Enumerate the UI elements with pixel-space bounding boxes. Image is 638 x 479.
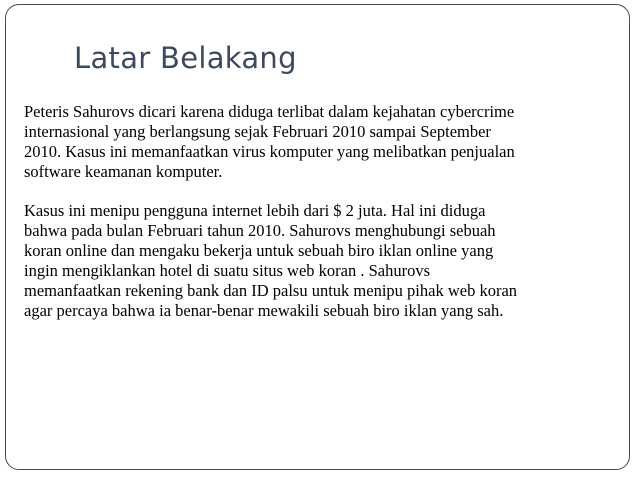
slide-body [24,102,624,340]
paragraph-line: bahwa pada bulan Februari tahun 2010. Sahurovs menghubungi sebuah [24,221,496,240]
slide-title: Latar Belakang [74,41,297,75]
slide-frame [5,4,630,470]
paragraph-line: Kasus ini menipu pengguna internet lebih dari $ 2 juta. Hal ini diduga [24,201,486,220]
paragraph-line: memanfaatkan rekening bank dan ID palsu untuk menipu pihak web koran [24,281,518,300]
paragraph-line: agar percaya bahwa ia benar-benar mewakili sebuah biro iklan yang sah. [24,301,504,320]
paragraph-line: 2010. Kasus ini memanfaatkan virus komputer yang melibatkan penjualan [24,142,515,161]
paragraph-line: ingin mengiklankan hotel di suatu situs web koran . Sahurovs [24,261,431,280]
paragraph-1 [24,102,624,182]
paragraph-line: koran online dan mengaku bekerja untuk sebuah biro iklan online yang [24,241,494,260]
paragraph-line: Peteris Sahurovs dicari karena diduga terlibat dalam kejahatan cybercrime [24,102,515,121]
paragraph-line: internasional yang berlangsung sejak Februari 2010 sampai September [24,122,491,141]
paragraph-line: software keamanan komputer. [24,162,223,181]
paragraph-2 [24,201,624,321]
